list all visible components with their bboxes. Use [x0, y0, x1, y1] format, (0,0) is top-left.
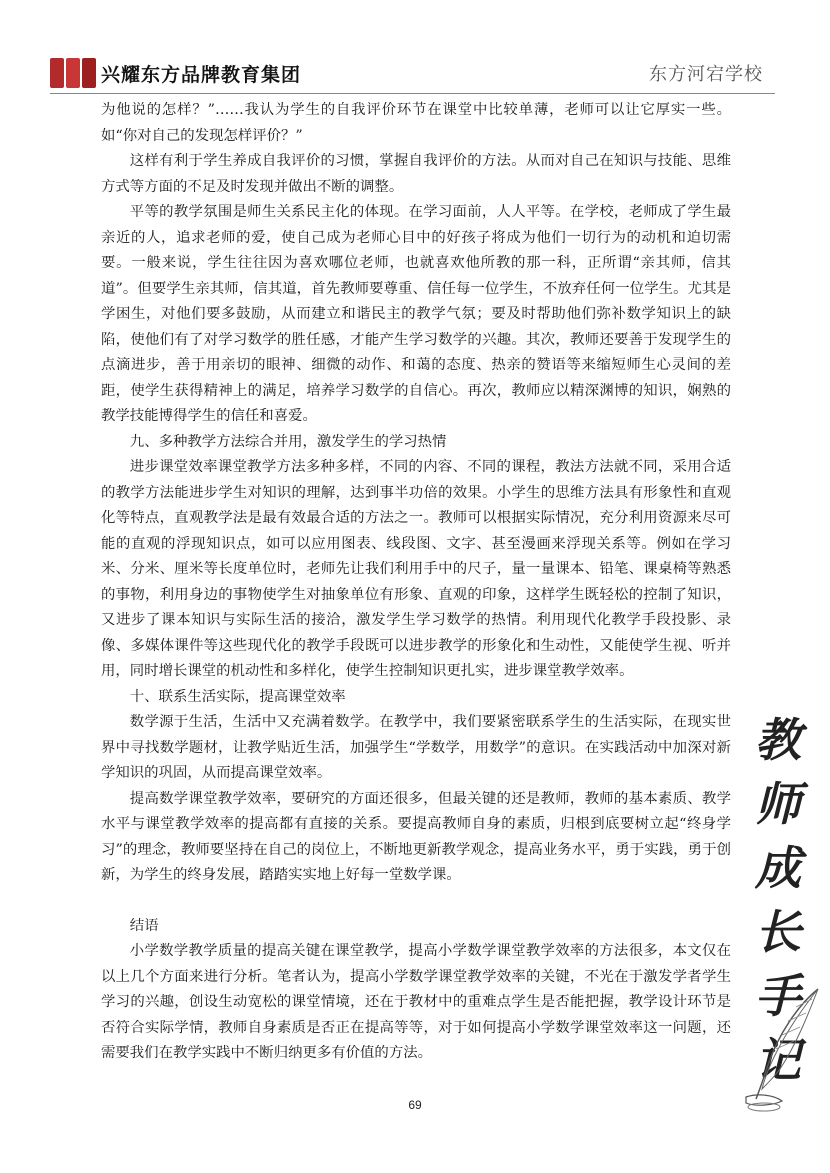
side-title-char: 教: [755, 713, 801, 767]
section-heading: 十、联系生活实际，提高课堂效率: [129, 688, 346, 705]
quill-pen-icon: [738, 985, 824, 1115]
side-title-char: 长: [755, 905, 801, 959]
side-title-char: 记: [755, 1033, 801, 1087]
paragraph: 为他说的怎样？”……我认为学生的自我评价环节在课堂中比较单薄，老师可以让它厚实一些。如“你对自己的发现怎样评价？”: [101, 102, 731, 144]
page-number: 69: [408, 1098, 422, 1112]
paragraph: 进步课堂效率课堂教学方法多种多样，不同的内容、不同的课程，教法方法就不同，采用合适的教学方法能进步学生对知识的理解，达到事半功倍的效果。小学生的思维方法具有形象性和直观化等特点，直观教学法是最有效最合适的方法之一。教师可以根据实际情况，充分利用资源来尽可能的直观的浮现知识点，如可以应用图表、线段图、文字、甚至漫画来浮现关系等。例如在学习米、分米、厘米等长度单位时，老师先让我们利用手中的尺子，量一量课本、铅笔、课桌椅等熟悉的事物，利用身边的事物使学生对抽象单位有形象、直观的印象，这样学生既轻松的控制了知识，又进步了课本知识与实际生活的接洽，激发学生学习数学的热情。利用现代化教学手段投影、录像、多媒体课件等这些现代化的教学手段既可以进步教学的形象化和生动性，又能使学生视、听并用，同时增长课堂的机动性和多样化，使学生控制知识更扎实，进步课堂教学效率。: [101, 459, 731, 679]
brand-logo: [50, 58, 96, 88]
section-heading: 九、多种教学方法综合并用，激发学生的学习热情: [129, 433, 447, 450]
spacer: [101, 889, 731, 914]
side-title-char: 手: [755, 969, 801, 1023]
paragraph: 提高数学课堂教学效率，要研究的方面还很多，但最关键的还是教师，教师的基本素质、教学水平与课堂教学效率的提高都有直接的关系。要提高教师自身的素质，归根到底要树立起“终身学习”的理念，教师要坚持在自己的岗位上，不断地更新教学观念，提高业务水平，勇于实践，勇于创新，为学生的终身发展，踏踏实实地上好每一堂数学课。: [101, 790, 731, 883]
conclusion-heading: 结语: [129, 917, 159, 934]
paragraph: 这样有利于学生养成自我评价的习惯，掌握自我评价的方法。从而对自己在知识与技能、思维方式等方面的不足及时发现并做出不断的调整。: [101, 153, 731, 195]
group-name: 兴耀东方品牌教育集团: [101, 64, 302, 86]
article-body: [101, 98, 731, 1067]
paragraph: 平等的教学氛围是师生关系民主化的体现。在学习面前，人人平等。在学校，老师成了学生最亲近的人，追求老师的爱，使自己成为老师心目中的好孩子将成为他们一切行为的动机和迫切需要。一般来说，学生往往因为喜欢哪位老师，也就喜欢他所教的那一科，正所谓“亲其师，信其道”。但要学生亲其师，信其道，首先教师要尊重、信任每一位学生，不放弃任何一位学生。尤其是学困生，对他们要多鼓励，从而建立和谐民主的教学气氛；要及时帮助他们弥补数学知识上的缺陷，使他们有了对学习数学的胜任感，才能产生学习数学的兴趣。其次，教师还要善于发现学生的点滴进步，善于用亲切的眼神、细微的动作、和蔼的态度、热亲的赞语等来缩短师生心灵间的差距，使学生获得精神上的满足，培养学习数学的自信心。再次，教师应以精深渊博的知识，娴熟的教学技能博得学生的信任和喜爱。: [101, 204, 731, 424]
page-header: [0, 0, 830, 96]
school-name: 东方河宕学校: [649, 64, 763, 85]
side-title-char: 成: [755, 841, 801, 895]
header-divider: [50, 93, 775, 94]
paragraph: 数学源于生活，生活中又充满着数学。在教学中，我们要紧密联系学生的生活实际，在现实世界中寻找数学题材，让教学贴近生活，加强学生“学数学，用数学”的意识。在实践活动中加深对新学知识的巩固，从而提高课堂效率。: [101, 714, 731, 781]
paragraph: 小学数学教学质量的提高关键在课堂教学，提高小学数学课堂教学效率的方法很多，本文仅在以上几个方面来进行分析。笔者认为，提高小学数学课堂教学效率的关键，不光在于激发学者学生学习的兴趣，创设生动宽松的课堂情境，还在于教材中的重难点学生是否能把握，教学设计环节是否符合实际学情，教师自身素质是否正在提高等等，对于如何提高小学数学课堂效率这一问题，还需要我们在教学实践中不断归纳更多有价值的方法。: [101, 943, 731, 1061]
side-title-char: 师: [755, 777, 801, 831]
